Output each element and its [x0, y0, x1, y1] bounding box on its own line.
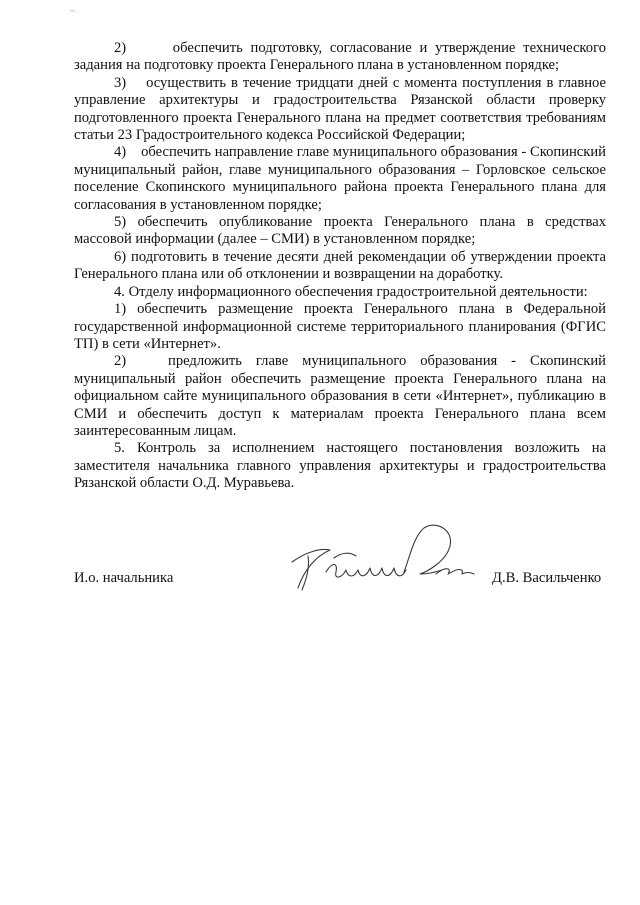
document-body [74, 40, 606, 493]
paragraph-item-4: 4) обеспечить направление главе муниципального образования - Скопинский муниципальный район, главе муниципального образования – Горловское сельское поселение Скопинского муниципального района проекта Генерального плана для согласования в установленном порядке; [74, 144, 606, 213]
paragraph-item-2: 2) обеспечить подготовку, согласование и утверждение технического задания на подготовку проекта Генерального плана в установленном порядке; [74, 40, 606, 74]
paragraph-section-4: 4. Отделу информационного обеспечения градостроительной деятельности: [114, 283, 588, 300]
paragraph-section-4-item-1: 1) обеспечить размещение проекта Генерального плана в Федеральной государственной информационной системе территориального планирования (ФГИС ТП) в сети «Интернет». [74, 301, 606, 352]
signatory-title: И.о. начальника [74, 570, 174, 586]
paragraph-item-6: 6) подготовить в течение десяти дней рекомендации об утверждении проекта Генерального плана или об отклонении и возвращении на доработку. [74, 248, 606, 283]
handwritten-signature [286, 522, 476, 594]
paragraph-section-4-item-2: 2) предложить главе муниципального образования - Скопинский муниципальный район обеспечить размещение проекта Генерального плана на официальном сайте муниципального образования в сети «Интернет», публикацию в СМИ и обеспечить доступ к материалам проекта Генерального плана всем заинтересованным лицам. [74, 353, 606, 439]
paragraph-section-5: 5. Контроль за исполнением настоящего постановления возложить на заместителя начальника главного управления архитектуры и градостроительства Рязанской области О.Д. Муравьева. [74, 440, 606, 492]
paragraph-item-5: 5) обеспечить опубликование проекта Генерального плана в средствах массовой информации (далее – СМИ) в установленном порядке; [74, 214, 606, 248]
paragraph-item-3: 3) осуществить в течение тридцати дней с момента поступления в главное управление архитектуры и градостроительства Рязанской области проверку подготовленного проекта Генерального плана на предмет соответствия требованиям статьи 23 Градостроительного кодекса Российской Федерации; [74, 74, 606, 144]
signatory-name: Д.В. Васильченко [492, 570, 602, 586]
corner-mark: ~ [70, 6, 75, 16]
